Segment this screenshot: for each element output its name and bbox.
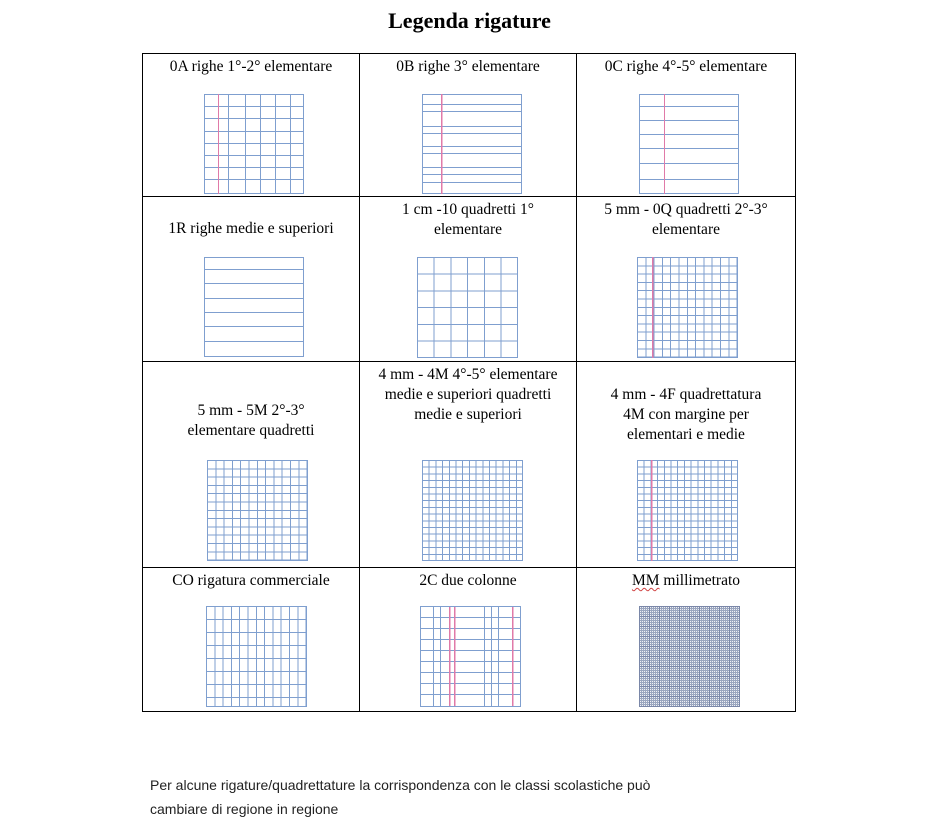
legend-cell-4m bbox=[360, 362, 577, 568]
cell-label-0a: 0A righe 1°-2° elementare bbox=[169, 58, 333, 75]
legend-cell-4f bbox=[577, 362, 796, 568]
swatch-0a bbox=[204, 94, 304, 194]
cell-label-mm-code: MM bbox=[631, 572, 660, 589]
swatch-border bbox=[640, 95, 739, 194]
cell-label-mm bbox=[579, 571, 793, 591]
cell-label-4m: 4 mm - 4M 4°-5° elementare medie e superiori quadretti medie e superiori bbox=[378, 366, 558, 423]
legend-cell-1r bbox=[143, 197, 360, 362]
footnote-line-1: Per alcune rigature/quadrettature la corrispondenza con le classi scolastiche può bbox=[150, 777, 651, 793]
swatch-1cm bbox=[417, 257, 518, 358]
swatch-border bbox=[423, 95, 522, 194]
legend-cell-0q bbox=[577, 197, 796, 362]
legend-cell-1cm bbox=[360, 197, 577, 362]
legend-cell-5m bbox=[143, 362, 360, 568]
swatch-4f bbox=[637, 460, 738, 561]
legend-cell-0c bbox=[577, 54, 796, 197]
legend-cell-mm bbox=[577, 568, 796, 712]
swatch-2c bbox=[420, 606, 521, 707]
footnote-line-2: cambiare di regione in regione bbox=[150, 801, 339, 817]
cell-label-0b: 0B righe 3° elementare bbox=[396, 58, 540, 75]
legend-cell-co bbox=[143, 568, 360, 712]
legend-cell-0b bbox=[360, 54, 577, 197]
cell-label-5m: 5 mm - 5M 2°-3° elementare quadretti bbox=[187, 402, 315, 439]
cell-label-co: CO rigatura commerciale bbox=[172, 572, 330, 589]
swatch-border bbox=[423, 461, 523, 561]
cell-label-2c: 2C due colonne bbox=[419, 572, 517, 589]
swatch-1r bbox=[204, 257, 304, 357]
legend-table bbox=[142, 53, 796, 712]
swatch-0c bbox=[639, 94, 739, 194]
legend-cell-0a bbox=[143, 54, 360, 197]
footnote bbox=[150, 773, 850, 821]
swatch-4m bbox=[422, 460, 523, 561]
swatch-border bbox=[421, 607, 521, 707]
cell-label-0q: 5 mm - 0Q quadretti 2°-3° elementare bbox=[604, 201, 768, 238]
cell-label-mm-rest: millimetrato bbox=[659, 572, 741, 589]
swatch-0q bbox=[637, 257, 738, 358]
cell-label-4f: 4 mm - 4F quadrettatura 4M con margine per elementari e medie bbox=[610, 386, 762, 443]
page-title: Legenda rigature bbox=[388, 8, 551, 33]
cell-label-1r: 1R righe medie e superiori bbox=[168, 220, 334, 237]
swatch-mm bbox=[639, 606, 740, 707]
swatch-co bbox=[206, 606, 307, 707]
swatch-5m bbox=[207, 460, 308, 561]
cell-label-0c: 0C righe 4°-5° elementare bbox=[604, 58, 768, 75]
swatch-0b bbox=[422, 94, 522, 194]
swatch-border bbox=[638, 461, 738, 561]
legend-cell-2c bbox=[360, 568, 577, 712]
cell-label-1cm: 1 cm -10 quadretti 1° elementare bbox=[402, 201, 534, 238]
